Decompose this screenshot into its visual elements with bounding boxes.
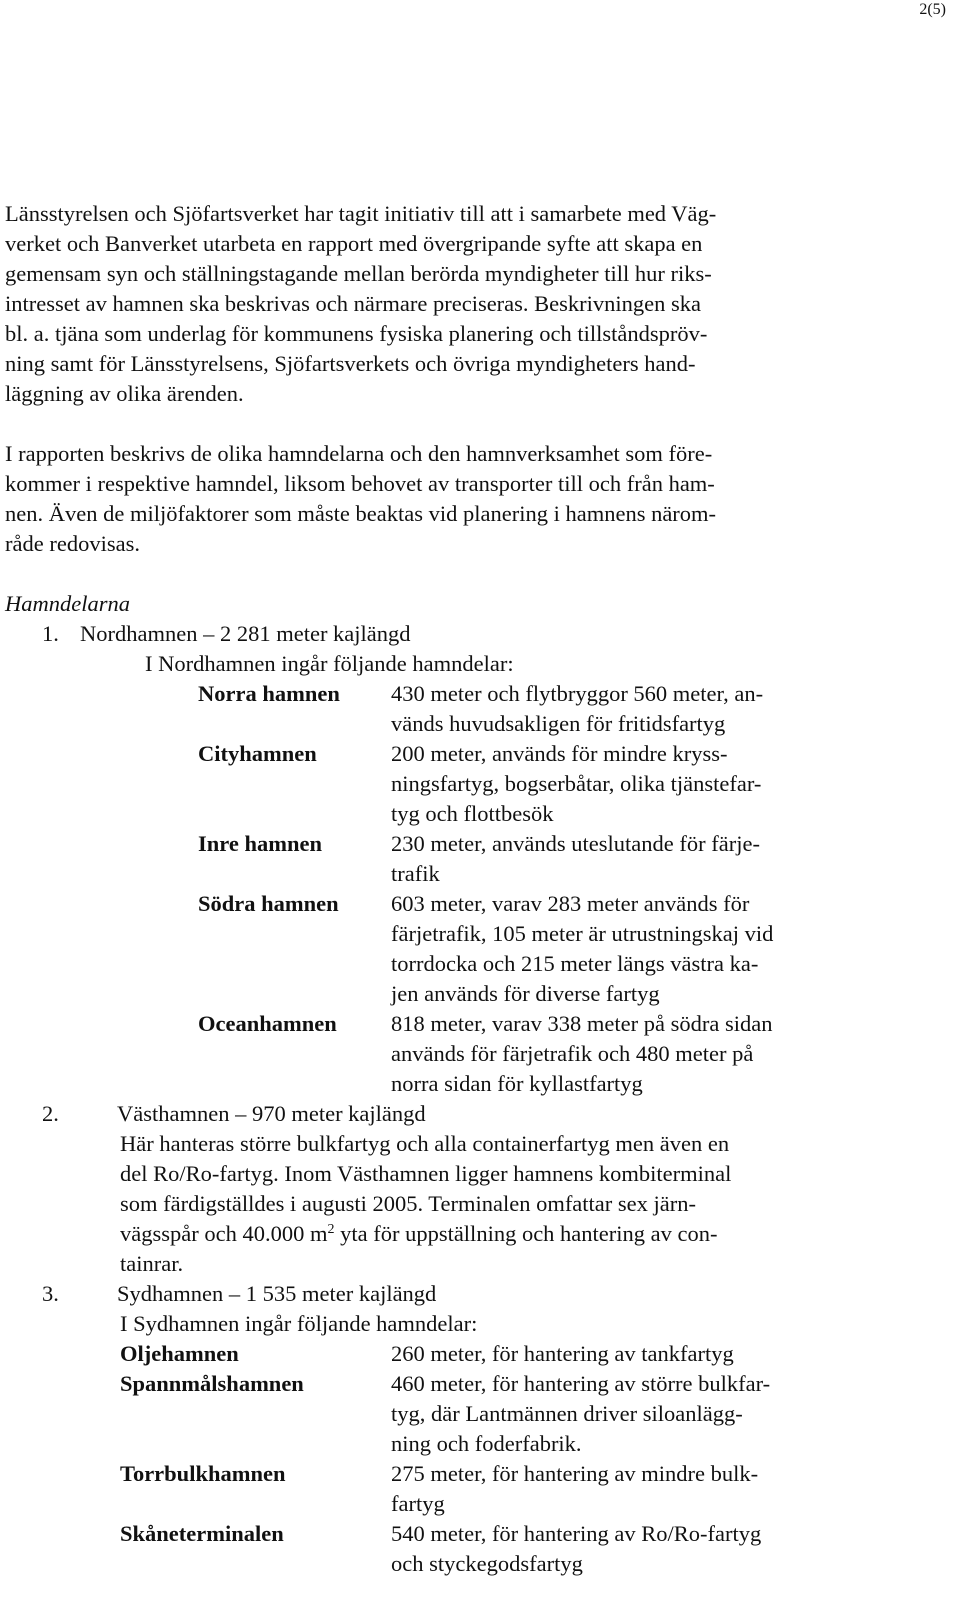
harbor-part-desc: 200 meter, används för mindre kryss- ningsfartyg, bogserbåtar, olika tjänstefar- tyg och flottbesök	[391, 741, 762, 826]
harbor-part-name: Södra hamnen	[198, 891, 339, 916]
harbor-part-name: Spannmålshamnen	[120, 1371, 304, 1396]
text-line: kommer i respektive hamndel, liksom behovet av transporter till och från ham-	[5, 471, 715, 496]
superscript: 2	[327, 1222, 335, 1237]
harbor-parts-table	[5, 1339, 905, 1579]
harbor-parts-table	[5, 679, 905, 1099]
page-number: 2(5)	[919, 1, 946, 18]
harbor-part-desc: 275 meter, för hantering av mindre bulk- fartyg	[391, 1461, 759, 1516]
section-title: 1. Nordhamnen – 2 281 meter kajlängd	[42, 621, 411, 646]
text-line: vägsspår och 40.000 $m^2$ yta för uppställning och hantering av con-	[120, 1221, 718, 1246]
harbor-part-name: Oljehamnen	[120, 1341, 239, 1366]
harbor-part-row	[120, 1369, 905, 1459]
text-line: Här hanteras större bulkfartyg och alla containerfartyg men även en	[120, 1131, 730, 1156]
harbor-part-row	[198, 1009, 905, 1099]
text-line: verket och Banverket utarbeta en rapport med övergripande syfte att skapa en	[5, 231, 703, 256]
harbor-part-desc: 540 meter, för hantering av Ro/Ro-fartyg och styckegodsfartyg	[391, 1521, 762, 1576]
text-line: som färdigställdes i augusti 2005. Terminalen omfattar sex järn-	[120, 1191, 696, 1216]
text-line: gemensam syn och ställningstagande mellan berörda myndigheter till hur riks-	[5, 261, 712, 286]
section-heading: Hamndelarna	[5, 591, 130, 616]
harbor-part-row	[120, 1339, 905, 1369]
harbor-part-row	[120, 1459, 905, 1519]
text-line: del Ro/Ro-fartyg. Inom Västhamnen ligger hamnens kombiterminal	[120, 1161, 732, 1186]
text-line: Länsstyrelsen och Sjöfartsverket har tagit initiativ till att i samarbete med Väg-	[5, 201, 717, 226]
section-vasthamnen	[5, 1099, 905, 1279]
section-intro: I Nordhamnen ingår följande hamndelar:	[145, 651, 514, 676]
harbor-part-desc: 230 meter, används uteslutande för färje- trafik	[391, 831, 760, 886]
harbor-part-row	[198, 679, 905, 739]
text-line: I rapporten beskrivs de olika hamndelarna och den hamnverksamhet som före-	[5, 441, 713, 466]
text-line: ning samt för Länsstyrelsens, Sjöfartsverkets och övriga myndigheters hand-	[5, 351, 696, 376]
section-nordhamnen	[5, 619, 905, 1099]
harbor-part-name: Skåneterminalen	[120, 1521, 284, 1546]
harbor-part-name: Norra hamnen	[198, 681, 340, 706]
harbor-part-desc: 603 meter, varav 283 meter används för färjetrafik, 105 meter är utrustningskaj vid torrdocka och 215 meter längs västra ka- jen används för diverse fartyg	[391, 891, 774, 1006]
text-line: intresset av hamnen ska beskrivas och närmare preciseras. Beskrivningen ska	[5, 291, 702, 316]
text-line: bl. a. tjäna som underlag för kommunens fysiska planering och tillståndspröv-	[5, 321, 708, 346]
second-paragraph	[5, 439, 905, 559]
harbor-part-desc: 260 meter, för hantering av tankfartyg	[391, 1341, 734, 1366]
text-line: nen. Även de miljöfaktorer som måste beaktas vid planering i hamnens närom-	[5, 501, 717, 526]
harbor-part-name: Inre hamnen	[198, 831, 322, 856]
section-sydhamnen	[5, 1279, 905, 1579]
section-title: 2. Västhamnen – 970 meter kajlängd	[42, 1101, 426, 1126]
section-text	[5, 1129, 905, 1279]
harbor-part-row	[198, 889, 905, 1009]
text-line: läggning av olika ärenden.	[5, 381, 244, 406]
section-intro: I Sydhamnen ingår följande hamndelar:	[120, 1311, 478, 1336]
intro-paragraph	[5, 199, 905, 409]
harbor-part-name: Cityhamnen	[198, 741, 317, 766]
text-line: tainrar.	[120, 1251, 184, 1276]
text-line: råde redovisas.	[5, 531, 140, 556]
harbor-part-desc: 818 meter, varav 338 meter på södra sidan används för färjetrafik och 480 meter på norra sidan för kyllastfartyg	[391, 1011, 773, 1096]
harbor-part-row	[198, 739, 905, 829]
document-body	[5, 199, 905, 1579]
harbor-part-row	[120, 1519, 905, 1579]
harbor-part-desc: 430 meter och flytbryggor 560 meter, an- vänds huvudsakligen för fritidsfartyg	[391, 681, 764, 736]
harbor-part-name: Oceanhamnen	[198, 1011, 337, 1036]
harbor-part-row	[198, 829, 905, 889]
section-title: 3. Sydhamnen – 1 535 meter kajlängd	[42, 1281, 437, 1306]
harbor-part-name: Torrbulkhamnen	[120, 1461, 286, 1486]
harbor-part-desc: 460 meter, för hantering av större bulkfar- tyg, där Lantmännen driver siloanlägg- ning och foderfabrik.	[391, 1371, 771, 1456]
